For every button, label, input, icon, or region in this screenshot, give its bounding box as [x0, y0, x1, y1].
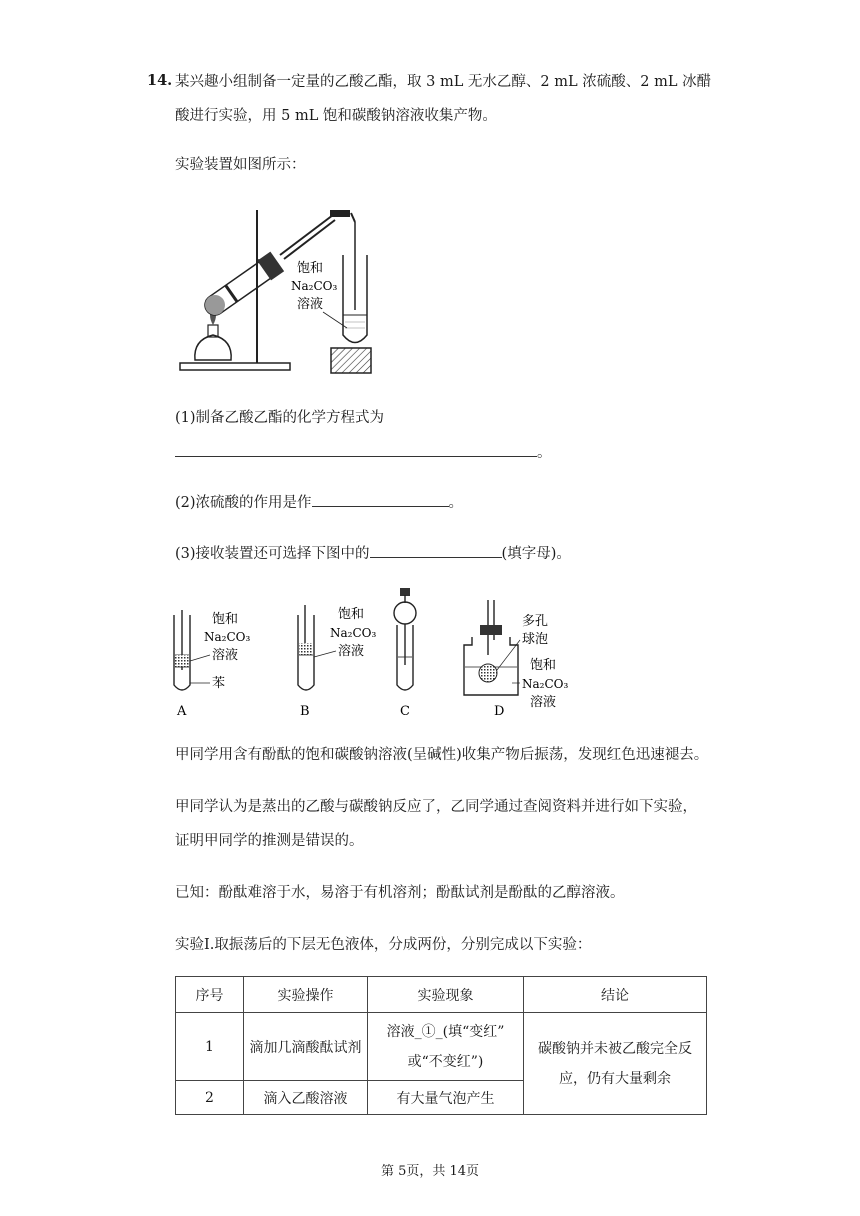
- answer-blank-1[interactable]: [175, 442, 537, 457]
- question-line-2: 酸进行实验，用 5 mL 饱和碳酸钠溶液收集产物。: [175, 108, 497, 124]
- page-footer: 第 5页，共 14页: [380, 1164, 480, 1179]
- part-2-label: (2)浓硫酸的作用是作: [175, 495, 312, 511]
- table-header: 结论: [524, 977, 707, 1013]
- fig2-letter-C: C: [400, 704, 410, 719]
- fig2-D-label-5: 溶液: [530, 695, 557, 710]
- table-cell: 2: [176, 1081, 244, 1115]
- paragraph-6: 已知：酚酞难溶于水，易溶于有机溶剂；酚酞试剂是酚酞的乙醇溶液。: [175, 885, 625, 901]
- phenomenon-line-1: 溶液_①_(填“变红”: [386, 1023, 505, 1040]
- table-header: 实验操作: [244, 977, 368, 1013]
- fig2-A-label-3: 溶液: [212, 648, 239, 663]
- table-cell: 1: [176, 1013, 244, 1081]
- apparatus-figure: [175, 200, 385, 375]
- conclusion-cell: [524, 1013, 707, 1115]
- fig1-label-saturated: 饱和: [297, 261, 324, 276]
- fig2-A-label-2: Na₂CO₃: [204, 630, 251, 644]
- paragraph-5a: 甲同学认为是蒸出的乙酸与碳酸钠反应了，乙同学通过查阅资料并进行如下实验，: [175, 799, 697, 815]
- part-1-text: (1)制备乙酸乙酯的化学方程式为: [175, 410, 385, 426]
- fig2-D-label-3: 饱和: [530, 658, 557, 673]
- fig2-D-label-4: Na₂CO₃: [522, 677, 569, 691]
- table-cell: 有大量气泡产生: [368, 1081, 524, 1115]
- table-row: [176, 1013, 707, 1081]
- table-cell: [368, 1013, 524, 1081]
- part-3-label: (3)接收装置还可选择下图中的: [175, 546, 370, 562]
- answer-blank-2[interactable]: [312, 492, 449, 507]
- fig2-A-label-4: 苯: [212, 676, 226, 691]
- setup-text: 实验装置如图所示：: [175, 157, 306, 173]
- fig2-D-label-1: 多孔: [522, 614, 549, 629]
- paragraph-4: 甲同学用含有酚酞的饱和碳酸钠溶液(呈碱性)收集产物后振荡，发现红色迅速褪去。: [175, 747, 709, 763]
- part-1-end: 。: [537, 445, 552, 461]
- fig2-letter-A: A: [177, 704, 187, 719]
- table-header: 实验现象: [368, 977, 524, 1013]
- part-2-text: [175, 492, 463, 513]
- fig2-A-label-1: 饱和: [212, 612, 239, 627]
- phenomenon-line-2: 或“不变红”): [407, 1053, 484, 1070]
- paragraph-7: 实验Ⅰ.取振荡后的下层无色液体，分成两份，分别完成以下实验：: [175, 937, 592, 953]
- part-1-answer: [175, 442, 552, 463]
- fig2-letter-B: B: [300, 704, 310, 719]
- fig2-B-label-1: 饱和: [338, 607, 365, 622]
- fig2-D-label-2: 球泡: [522, 632, 549, 647]
- fig2-letter-D: D: [494, 704, 505, 719]
- question-number: 14.: [147, 72, 173, 89]
- conclusion-line-1: 碳酸钠并未被乙酸完全反: [538, 1040, 692, 1057]
- experiment-table: [175, 976, 707, 1115]
- answer-blank-3[interactable]: [370, 543, 502, 558]
- table-header: 序号: [176, 977, 244, 1013]
- part-3-end: (填字母)。: [501, 546, 571, 562]
- table-cell: 滴加几滴酸酞试剂: [244, 1013, 368, 1081]
- conclusion-line-2: 应，仍有大量剩余: [559, 1070, 671, 1087]
- fig1-label-solution: 溶液: [297, 297, 324, 312]
- part-2-end: 。: [448, 495, 464, 511]
- table-cell: 滴入乙酸溶液: [244, 1081, 368, 1115]
- receiver-options-figure: [172, 585, 592, 720]
- part-3-text: [175, 543, 571, 564]
- fig2-B-label-3: 溶液: [338, 644, 365, 659]
- paragraph-5b: 证明甲同学的推测是错误的。: [175, 833, 364, 849]
- question-line-1: 某兴趣小组制备一定量的乙酸乙酯，取 3 mL 无水乙醇、2 mL 浓硫酸、2 mL 冰醋: [175, 74, 712, 90]
- fig2-B-label-2: Na₂CO₃: [330, 626, 377, 640]
- fig1-label-formula: Na₂CO₃: [291, 279, 338, 293]
